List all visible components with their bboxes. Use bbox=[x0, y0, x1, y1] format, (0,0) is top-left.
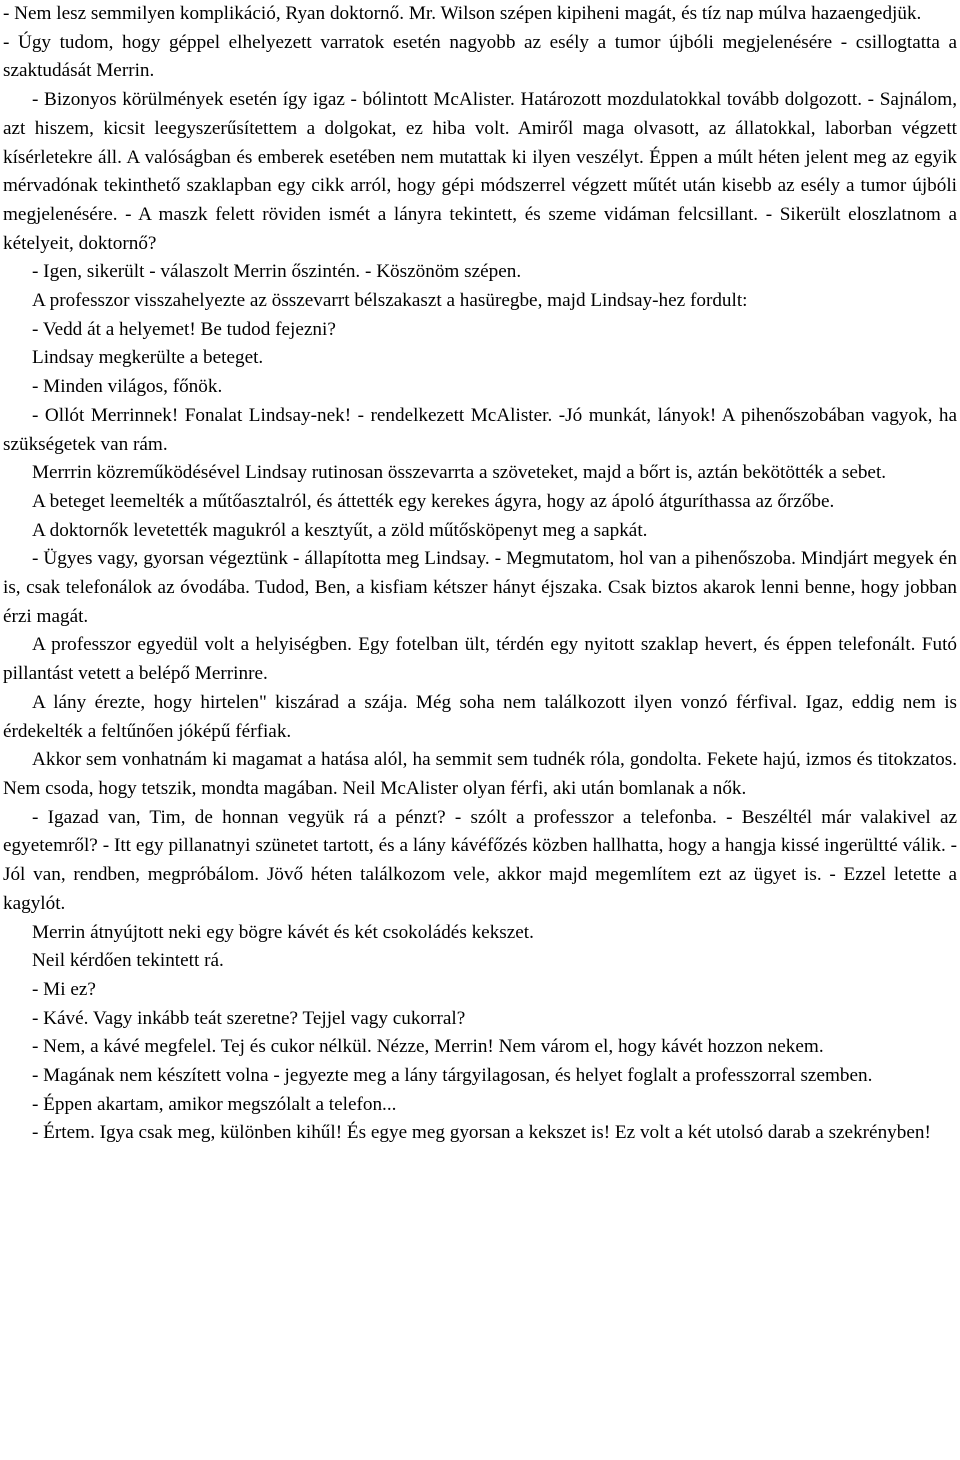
paragraph: - Nem, a kávé megfelel. Tej és cukor nélkül. Nézze, Merrin! Nem várom el, hogy kávét hozzon nekem. bbox=[32, 1036, 824, 1058]
paragraph: A professzor visszahelyezte az összevarrt bélszakaszt a hasüregbe, majd Lindsay-hez fordult: bbox=[32, 290, 748, 312]
paragraph: - Bizonyos körülmények esetén így igaz - bólintott McAlister. Határozott mozdulatokkal tovább dolgozott. - Sajnálom, azt hiszem, kicsit leegyszerűsítettem a dolgokat, ez hiba volt. Amiről maga olvasott, az állatokkal, laborban végzett kísérletekre áll. A valóságban és emberek esetében nem mutattak ki ilyen veszélyt. Éppen a múlt héten jelent meg az egyik mérvadónak tekinthető szaklapban egy cikk arról, hogy gépi módszerrel végzett műtét után kisebb az esély a tumor újbóli megjelenésére. - A maszk felett röviden ismét a lányra tekintett, és szeme vidáman felcsillant. - Sikerült eloszlatnom a kételyeit, doktornő? bbox=[3, 89, 957, 254]
paragraph: A professzor egyedül volt a helyiségben. Egy fotelban ült, térdén egy nyitott szaklap hevert, és éppen telefonált. Futó pillantást vetett a belépő Merrinre. bbox=[3, 634, 957, 685]
paragraph: A lány érezte, hogy hirtelen" kiszárad a szája. Még soha nem találkozott ilyen vonzó férfival. Igaz, eddig nem is érdekelték a feltűnően jóképű férfiak. bbox=[3, 691, 957, 742]
paragraph: - Igen, sikerült - válaszolt Merrin őszintén. - Köszönöm szépen. bbox=[32, 261, 522, 283]
paragraph: - Értem. Igya csak meg, különben kihűl! És egye meg gyorsan a kekszet is! Ez volt a két utolsó darab a szekrényben! bbox=[32, 1122, 931, 1144]
paragraph: - Nem lesz semmilyen komplikáció, Ryan doktornő. Mr. Wilson szépen kipiheni magát, és tíz nap múlva hazaengedjük. bbox=[3, 3, 922, 24]
paragraph: Merrrin közreműködésével Lindsay rutinosan összevarrta a szöveteket, majd a bőrt is, aztán bekötötték a sebet. bbox=[32, 462, 887, 484]
paragraph: - Igazad van, Tim, de honnan vegyük rá a pénzt? - szólt a professzor a telefonba. - Beszéltél már valakivel az egyetemről? - Itt egy pillanatnyi szünetet tartott, és a lány kávéfőzés közben hallhatta, hogy a hangja kissé ingerültté válik. - Jól van, rendben, megpróbálom. Jövő héten találkozom vele, akkor majd megemlítem ezt az ügyet is. - Ezzel letette a kagylót. bbox=[3, 806, 957, 914]
paragraph: - Mi ez? bbox=[32, 978, 96, 1000]
paragraph: A beteget leemelték a műtőasztalról, és áttették egy kerekes ágyra, hogy az ápoló átguríthassa az őrzőbe. bbox=[32, 490, 835, 512]
paragraph: Lindsay megkerülte a beteget. bbox=[32, 347, 264, 369]
paragraph: - Vedd át a helyemet! Be tudod fejezni? bbox=[32, 318, 336, 340]
paragraph: - Éppen akartam, amikor megszólalt a telefon... bbox=[32, 1093, 397, 1115]
paragraph: A doktornők levetették magukról a kesztyűt, a zöld műtősköpenyt meg a sapkát. bbox=[32, 519, 648, 541]
paragraph: - Ügyes vagy, gyorsan végeztünk - állapította meg Lindsay. - Megmutatom, hol van a pihenőszoba. Mindjárt megyek én is, csak telefonálok az óvodába. Tudod, Ben, a kisfiam kétszer hányt éjszaka. Csak biztos akarok lenni benne, hogy jobban érzi magát. bbox=[3, 548, 957, 627]
paragraph: - Magának nem készített volna - jegyezte meg a lány tárgyilagosan, és helyet foglalt a professzorral szemben. bbox=[32, 1065, 873, 1087]
paragraph: - Kávé. Vagy inkább teát szeretne? Tejjel vagy cukorral? bbox=[32, 1007, 466, 1029]
paragraph: - Minden világos, főnök. bbox=[32, 376, 223, 398]
paragraph: Akkor sem vonhatnám ki magamat a hatása alól, ha semmit sem tudnék róla, gondolta. Fekete hajú, izmos és titokzatos. Nem csoda, hogy tetszik, mondta magában. Neil McAlister olyan férfi, aki után bomlanak a nők. bbox=[3, 749, 957, 799]
paragraph: - Ollót Merrinnek! Fonalat Lindsay-nek! - rendelkezett McAlister. -Jó munkát, lányok! A pihenőszobában vagyok, ha szükségetek van rám. bbox=[3, 404, 957, 455]
paragraph: Merrin átnyújtott neki egy bögre kávét és két csokoládés kekszet. bbox=[32, 921, 534, 943]
paragraph: Neil kérdően tekintett rá. bbox=[32, 950, 224, 972]
paragraph: - Úgy tudom, hogy géppel elhelyezett varratok esetén nagyobb az esély a tumor újbóli megjelenésére - csillogtatta a szaktudását Merrin. bbox=[3, 31, 957, 82]
